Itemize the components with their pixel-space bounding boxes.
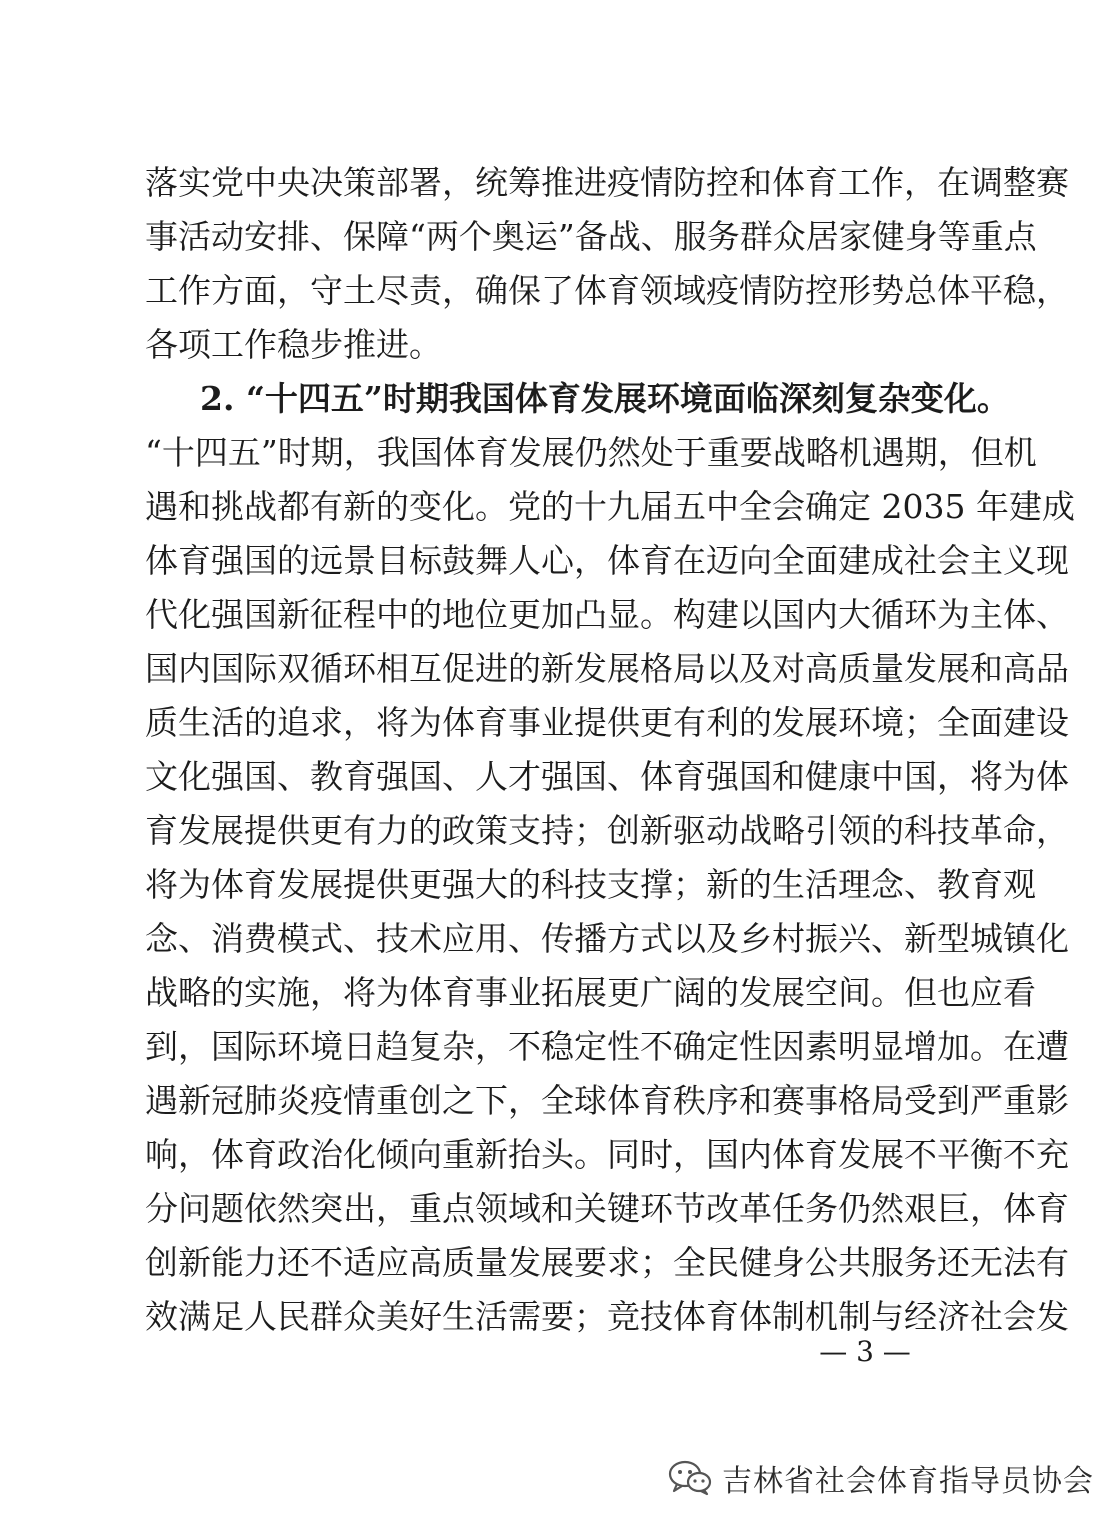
body-line: “十四五”时期，我国体育发展仍然处于重要战略机遇期，但机 xyxy=(145,433,1037,472)
wechat-icon xyxy=(668,1460,712,1496)
body-line: 创新能力还不适应高质量发展要求；全民健身公共服务还无法有 xyxy=(145,1243,1069,1282)
body-line: 响，体育政治化倾向重新抬头。同时，国内体育发展不平衡不充 xyxy=(145,1135,1069,1174)
body-line: 遇新冠肺炎疫情重创之下，全球体育秩序和赛事格局受到严重影 xyxy=(145,1081,1069,1120)
body-line: 落实党中央决策部署，统筹推进疫情防控和体育工作，在调整赛 xyxy=(145,163,1069,202)
body-line: 代化强国新征程中的地位更加凸显。构建以国内大循环为主体、 xyxy=(145,595,1069,634)
body-line: 工作方面，守土尽责，确保了体育领域疫情防控形势总体平稳， xyxy=(145,271,1069,310)
body-line: 念、消费模式、技术应用、传播方式以及乡村振兴、新型城镇化 xyxy=(145,919,1069,958)
body-line: 事活动安排、保障“两个奥运”备战、服务群众居家健身等重点 xyxy=(145,217,1037,256)
body-line: 质生活的追求，将为体育事业提供更有利的发展环境；全面建设 xyxy=(145,703,1069,742)
body-line: 各项工作稳步推进。 xyxy=(145,325,442,364)
body-line: 国内国际双循环相互促进的新发展格局以及对高质量发展和高品 xyxy=(145,649,1069,688)
body-line: 育发展提供更有力的政策支持；创新驱动战略引领的科技革命， xyxy=(145,811,1069,850)
body-line: 体育强国的远景目标鼓舞人心，体育在迈向全面建成社会主义现 xyxy=(145,541,1069,580)
section-heading: 2. “十四五”时期我国体育发展环境面临深刻复杂变化。 xyxy=(200,379,1010,418)
body-line: 将为体育发展提供更强大的科技支撑；新的生活理念、教育观 xyxy=(145,865,1036,904)
watermark xyxy=(668,1458,1094,1498)
body-line: 到，国际环境日趋复杂，不稳定性不确定性因素明显增加。在遭 xyxy=(145,1027,1069,1066)
watermark-text: 吉林省社会体育指导员协会 xyxy=(722,1464,1094,1499)
body-line: 遇和挑战都有新的变化。党的十九届五中全会确定 2035 年建成 xyxy=(145,487,1075,526)
page-number: — 3 — xyxy=(819,1335,911,1368)
body-line: 效满足人民群众美好生活需要；竞技体育体制机制与经济社会发 xyxy=(145,1297,1069,1336)
body-line: 文化强国、教育强国、人才强国、体育强国和健康中国，将为体 xyxy=(145,757,1069,796)
body-line: 分问题依然突出，重点领域和关键环节改革任务仍然艰巨，体育 xyxy=(145,1189,1069,1228)
body-line: 战略的实施，将为体育事业拓展更广阔的发展空间。但也应看 xyxy=(145,973,1036,1012)
